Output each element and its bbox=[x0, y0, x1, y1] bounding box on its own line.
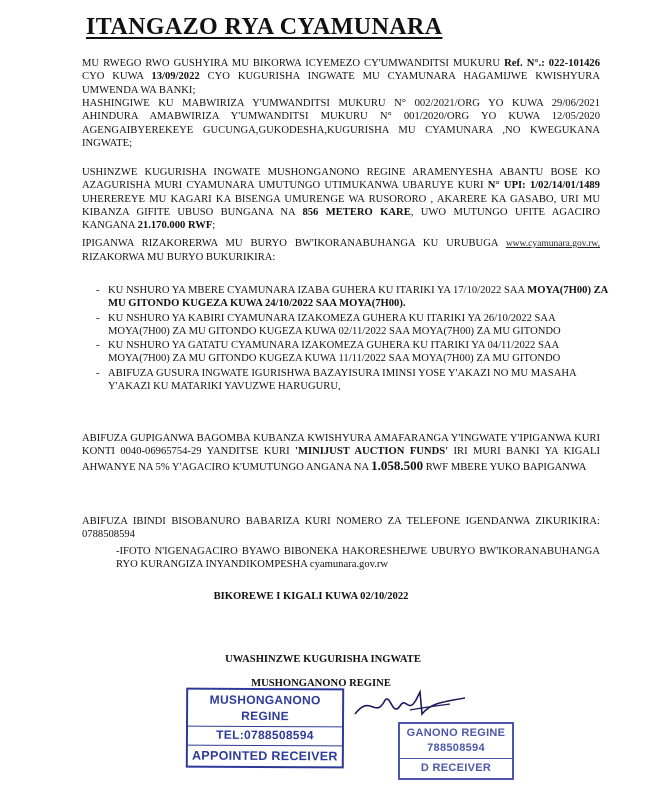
paragraph-text: RIZAKORWA MU BURYO BUKURIKIRA: bbox=[82, 252, 276, 264]
website-link[interactable]: www.cyamunara.gov.rw, bbox=[505, 239, 600, 249]
paragraph-text: MU RWEGO RWO GUSHYIRA MU BIKORWA ICYEMEZO CY'UMWANDITSI MUKURU bbox=[82, 58, 505, 69]
list-item-text: KU NSHURO YA GATATU CYAMUNARA IZAKOMEZA GUHERA KU ITARIKI YA 04/11/2022 SAA MOYA(7H00) ZA MU GITONDO KUGEZA KUWA 11/11/2022 SAA MOYA(7H00) ZA MU GITONDO bbox=[108, 340, 561, 365]
paragraph-text: USHINZWE KUGURISHA INGWATE MUSHONGANONO REGINE ARAMENYESHA ABANTU BOSE KO AZAGURISHA MURI CYAMUNARA UMUTUNGO UTIMUKANWA UBARUYE KURI bbox=[82, 167, 600, 192]
signatory-name: MUSHONGANONO REGINE bbox=[251, 678, 391, 689]
receiver-stamp bbox=[186, 688, 344, 769]
list-item bbox=[108, 284, 616, 311]
signatory-title: UWASHINZWE KUGURISHA INGWATE bbox=[225, 654, 421, 665]
paragraph-photo: -IFOTO N'IGENAGACIRO BYAWO BIBONEKA HAKORESHEJWE UBURYO BW'IKORANABUHANGA RYO KURANGIZA INYANDIKOMPESHA cyamunara.gov.rw bbox=[116, 546, 600, 571]
receiver-stamp-partial bbox=[398, 722, 514, 780]
stamp-phone: 788508594 bbox=[427, 742, 485, 754]
list-item-text: ABIFUZA GUSURA INGWATE IGURISHWA BAZAYISURA IMINSI YOSE Y'AKAZI NO MU MASAHA Y'AKAZI KU MATARIKI YAVUZWE HARUGURU, bbox=[108, 367, 577, 393]
stamp-role: APPOINTED RECEIVER bbox=[188, 745, 342, 765]
signature-icon bbox=[350, 684, 470, 724]
written-location-date: BIKOREWE I KIGALI KUWA 02/10/2022 bbox=[213, 591, 409, 602]
paragraph-text: CYO KUGURISHA INGWATE MU CYAMUNARA HAGAMIJWE KWISHYURA UMWENDA WA BANKI; bbox=[82, 71, 600, 96]
stamp-role: D RECEIVER bbox=[400, 758, 512, 776]
schedule-list bbox=[92, 284, 616, 394]
paragraph-text: ; bbox=[212, 220, 216, 232]
list-item-text: KU NSHURO YA MBERE CYAMUNARA IZABA GUHERA KU ITARIKI YA 17/10/2022 SAA bbox=[108, 285, 528, 296]
list-item-bold: MOYA(7H00) ZA MU GITONDO KUGEZA KUWA 24/10/2022 SAA MOYA(7H00). bbox=[108, 285, 608, 310]
list-item bbox=[108, 367, 616, 394]
paragraph-text: ABIFUZA GUPIGANWA BAGOMBA KUBANZA KWISHYURA AMAFARANGA Y'INGWATE Y'IPIGANWA KURI KONTI 0040-06965754-29 YANDITSE KURI bbox=[82, 433, 600, 458]
reference-number: Ref. N°.: 022-101426 bbox=[504, 58, 601, 69]
paragraph-deposit bbox=[82, 432, 600, 474]
paragraph-text: RWF MBERE YUKO BAPIGANWA bbox=[423, 461, 587, 473]
stamp-name: MUSHONGANONO REGINE bbox=[188, 692, 342, 728]
paragraph-reference bbox=[82, 57, 600, 97]
paragraph-text: CYO KUWA bbox=[82, 71, 152, 83]
paragraph-bidding bbox=[82, 237, 600, 265]
paragraph-contact: ABIFUZA IBINDI BISOBANURO BABARIZA KURI NOMERO ZA TELEFONE IGENDANWA ZIKURIKIRA: 0788508594 bbox=[82, 516, 600, 541]
deposit-amount: 1.058.500 bbox=[371, 457, 424, 473]
list-item bbox=[108, 339, 616, 366]
paragraph-property bbox=[82, 166, 600, 232]
stamp-name: GANONO REGINE bbox=[406, 727, 506, 739]
paragraph-text: IRI MURI BANKI YA KIGALI AHWANYE NA 5% Y'AGACIRO K'UMUTUNGO ANGANA NA bbox=[82, 446, 600, 473]
paragraph-regulations: HASHINGIWE KU MABWIRIZA Y'UMWANDITSI MUKURU N° 002/2021/ORG YO KUWA 29/06/2021 AHINDURA AMABWIRIZA Y'UMWANDITSI MUKURU N° 001/2020/ORG YO KUWA 12/05/2020 AGENGAIBYEREKEYE GUCUNGA,GUKODESHA,KUGURISHA MU CYAMUNARA ,NO KWEGUKANA INGWATE; bbox=[82, 98, 600, 149]
property-area: 856 METERO KARE bbox=[302, 206, 411, 218]
list-item bbox=[108, 312, 616, 339]
stamp-phone: TEL:0788508594 bbox=[216, 727, 314, 743]
paragraph-text: , UWO MUTUNGO UFITE AGACIRO KANGANA bbox=[82, 206, 600, 232]
list-item-text: KU NSHURO YA KABIRI CYAMUNARA IZAKOMEZA GUHERA KU ITARIKI YA 26/10/2022 SAA MOYA(7H00) ZA MU GITONDO KUGEZA KUWA 02/11/2022 SAA MOYA(7H00) ZA MU GITONDO bbox=[108, 312, 561, 337]
reference-date: 13/09/2022 bbox=[151, 71, 200, 83]
paragraph-text: IPIGANWA RIZAKORERWA MU BURYO BW'IKORANABUHANGA KU URUBUGA bbox=[82, 238, 506, 249]
upi-number: N° UPI: 1/02/14/01/1489 bbox=[487, 180, 600, 192]
property-value: 21.170.000 RWF bbox=[137, 220, 213, 232]
document-title: ITANGAZO RYA CYAMUNARA bbox=[86, 14, 443, 40]
account-name: 'MINIJUST AUCTION FUNDS' bbox=[295, 446, 449, 458]
paragraph-text: UHEREREYE MU KAGARI KA BISENGA UMURENGE WA RUSORORO , AKARERE KA GASABO, URI MU KIBANZA GIFITE UBUSO BUNGANA NA bbox=[82, 193, 600, 218]
